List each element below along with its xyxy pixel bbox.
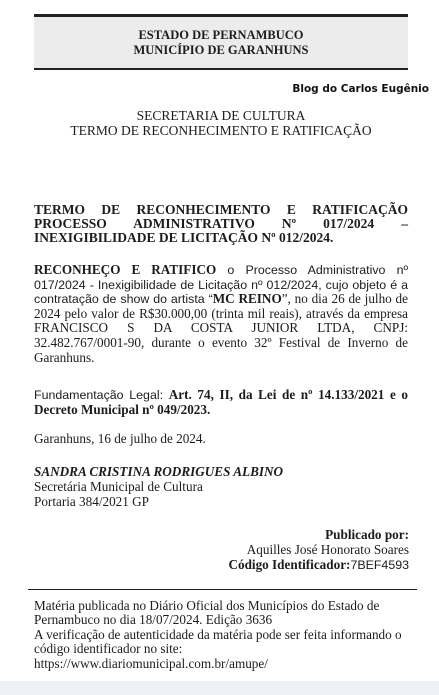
title-line-1: TERMO DE RECONHECIMENTO E RATIFICAÇÃO — [34, 202, 408, 217]
publication-footer — [28, 589, 417, 681]
municipality-name: MUNICÍPIO DE GARANHUNS — [133, 43, 309, 57]
code-label: Código Identificador: — [228, 557, 351, 572]
legal-basis — [34, 388, 408, 417]
publisher-name: Aquilles José Honorato Soares — [246, 542, 409, 557]
date-line: Garanhuns, 16 de julho de 2024. — [34, 431, 206, 446]
document-title — [34, 203, 408, 245]
artist-name: MC REINO — [212, 291, 282, 307]
legal-basis-label: Fundamentação Legal: — [34, 388, 169, 402]
signer-name: SANDRA CRISTINA RODRIGUES ALBINO — [34, 464, 284, 479]
section-heading — [34, 108, 408, 138]
signer-ordinance: Portaria 384/2021 GP — [34, 494, 150, 509]
secretariat-name: SECRETARIA DE CULTURA — [136, 108, 306, 123]
footer-url-link[interactable]: https://www.diariomunicipal.com.br/amupe/ — [34, 655, 268, 671]
ratification-text-1: o Processo Administrativo nº 017/2024 - Inexigibilidade de Licitação nº 012/2024, cujo objeto é a contratação de show do artista “ — [34, 263, 408, 307]
footer-verification-note: A verificação de autenticidade da matéria pode ser feita informando o código identificador no site: — [34, 626, 402, 657]
ratification-lead: RECONHEÇO E RATIFICO — [34, 262, 217, 277]
signer-role: Secretária Municipal de Cultura — [34, 479, 203, 494]
state-name: ESTADO DE PERNAMBUCO — [138, 28, 304, 42]
publication-block — [228, 527, 409, 573]
footer-publication-note: Matéria publicada no Diário Oficial dos Municípios do Estado de Pernambuco no dia 18/07/2024. Edição 3636 — [34, 598, 380, 628]
ratification-paragraph — [34, 263, 408, 365]
title-line-2: PROCESSO ADMINISTRATIVO Nº 017/2024 – — [34, 216, 408, 231]
legal-basis-text: Art. 74, II, da Lei de nº 14.133/2021 e o Decreto Municipal nº 049/2023. — [34, 387, 408, 417]
ratification-text-2: ”, no dia 26 de julho de 2024 pelo valor de R$30.000,00 (trinta mil reais), através da empresa FRANCISCO S DA COSTA JUNIOR LTDA, CNPJ: 32.482.767/0001-90, durante o evento 32º Festival de Inverno de Garanhuns. — [34, 291, 408, 365]
identifier-code: 7BEF4593 — [350, 558, 409, 572]
document-header — [34, 14, 408, 70]
term-heading: TERMO DE RECONHECIMENTO E RATIFICAÇÃO — [70, 123, 372, 138]
blog-watermark: Blog do Carlos Eugênio — [292, 83, 429, 95]
published-by-label: Publicado por: — [325, 527, 409, 542]
bottom-strip — [0, 681, 439, 695]
title-line-3: INEXIGIBILIDADE DE LICITAÇÃO Nº 012/2024. — [34, 230, 334, 245]
signature-block — [34, 464, 283, 509]
